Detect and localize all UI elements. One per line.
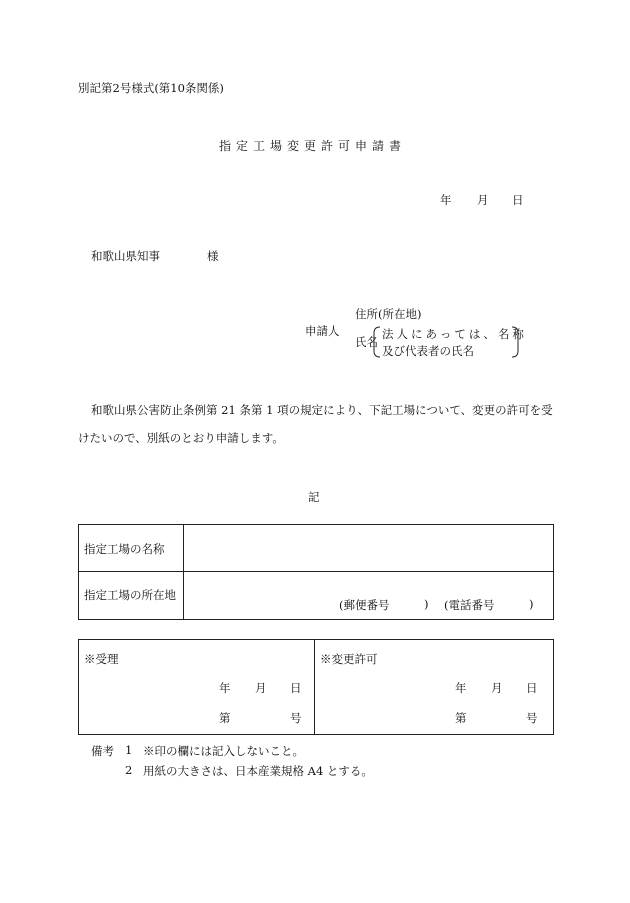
- note-1-number: 1: [125, 743, 133, 757]
- note-2-number: 2: [125, 763, 133, 777]
- addressee-honorific: 様: [207, 249, 219, 263]
- date-day: 日: [512, 193, 524, 207]
- addressee-name: 和歌山県知事: [91, 249, 160, 263]
- factory-location-label: 指定工場の所在地: [84, 588, 176, 602]
- address-label: 住所(所在地): [355, 307, 422, 321]
- receipt-title: ※受理: [84, 652, 119, 666]
- postal-code-label: (郵便番号: [339, 598, 390, 612]
- factory-name-label: 指定工場の名称: [84, 542, 165, 556]
- body-text-line1: 和歌山県公害防止条例第 21 条第 1 項の規定により、下記工場について、変更の許可を受: [91, 403, 553, 417]
- permit-dai: 第: [455, 711, 467, 725]
- date-year: 年: [440, 193, 452, 207]
- ki-heading: 記: [308, 490, 320, 504]
- receipt-dai: 第: [219, 711, 231, 725]
- office-use-table: [78, 639, 554, 735]
- document-title: 指定工場変更許可申請書: [219, 139, 407, 153]
- applicant-label: 申請人: [305, 324, 340, 338]
- permit-year: 年: [455, 681, 467, 695]
- phone-number-close: ): [529, 597, 534, 611]
- factory-name-field[interactable]: [184, 525, 551, 571]
- note-1-text: ※印の欄には記入しないこと。: [143, 744, 304, 758]
- receipt-year: 年: [219, 681, 231, 695]
- name-note-line2: 及び代表者の氏名: [382, 344, 474, 358]
- name-label: 氏名: [355, 335, 378, 349]
- receipt-day: 日: [290, 681, 302, 695]
- form-number: 別記第2号様式(第10条関係): [78, 81, 224, 95]
- receipt-gou: 号: [290, 711, 302, 725]
- receipt-month: 月: [255, 681, 267, 695]
- notes-label: 備考: [91, 744, 114, 758]
- name-note-line1: 法人にあっては、名称: [382, 327, 527, 341]
- body-text-line2: けたいので、別紙のとおり申請します。: [78, 431, 284, 445]
- permit-month: 月: [491, 681, 503, 695]
- date-month: 月: [477, 193, 489, 207]
- permit-title: ※変更許可: [320, 652, 378, 666]
- permit-day: 日: [526, 681, 538, 695]
- office-use-divider: [314, 639, 315, 734]
- phone-number-label: (電話番号: [444, 598, 495, 612]
- permit-gou: 号: [526, 711, 538, 725]
- postal-code-close: ): [424, 597, 429, 611]
- note-2-text: 用紙の大きさは、日本産業規格 A4 とする。: [143, 764, 373, 778]
